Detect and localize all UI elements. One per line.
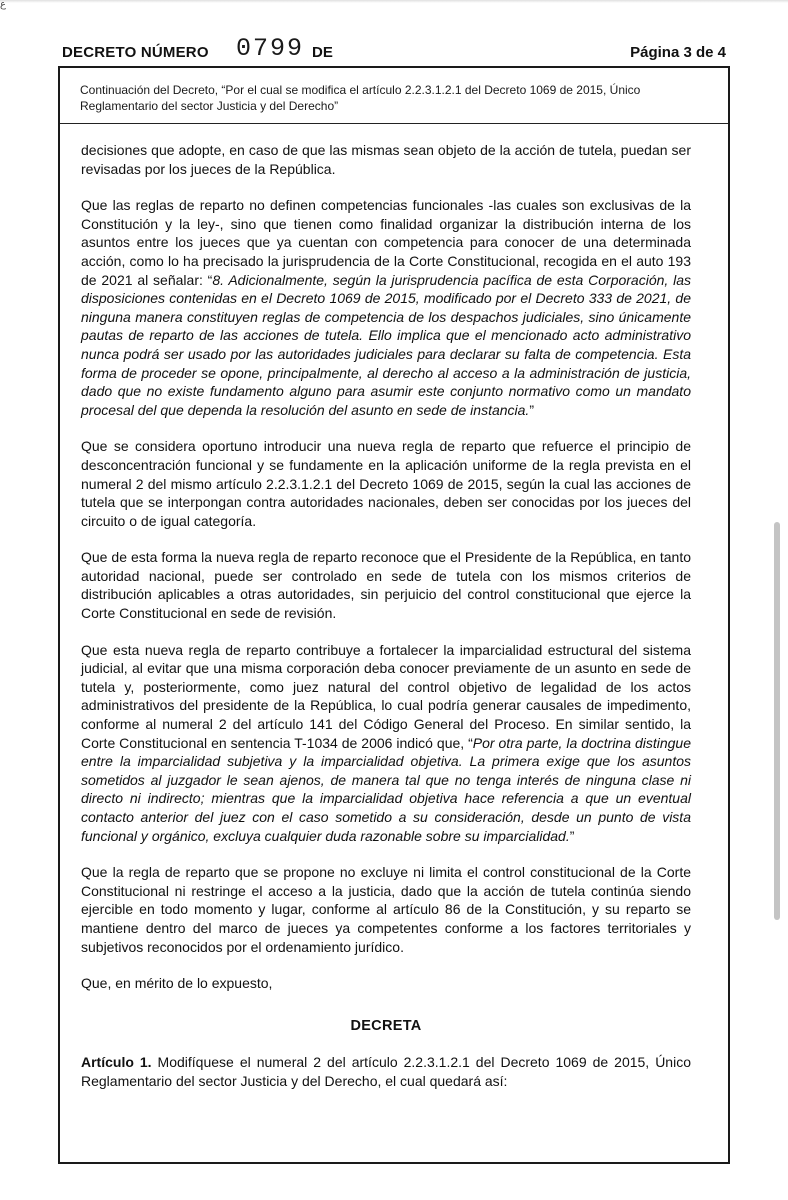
paragraph: Que se considera oportuno introducir una nueva regla de reparto que refuerce el principio de desconcentración funcional y se fundamente en la aplicación uniforme de la regla prevista en el numeral 2 del mismo artículo 2.2.3.1.2.1 del Decreto 1069 de 2015, según la cual las acciones de tutela que se interpongan contra autoridades nacionales, deben ser conocidas por los jueces del circuito o de igual categoría. <box>81 438 691 529</box>
document-header <box>58 34 730 64</box>
paragraph: Que, en mérito de lo expuesto, <box>81 975 273 992</box>
quote-close: ” <box>529 401 534 418</box>
paragraph: Que la regla de reparto que se propone no excluye ni limita el control constitucional de la Corte Constitucional ni restringe el acceso a la justicia, dado que la acción de tutela continúa siendo ejercible en todo momento y lugar, conforme al artículo 86 de la Constitución, y su reparto se mantiene dentro del marco de jueces ya competentes conforme a los factores territoriales y subjetivos reconocidos por el ordenamiento jurídico. <box>81 864 691 955</box>
de-label: DE <box>312 44 333 61</box>
scrollbar-thumb[interactable] <box>774 522 780 920</box>
article-text: Modifíquese el numeral 2 del artículo 2.2.3.1.2.1 del Decreto 1069 de 2015, Único Reglamentario del sector Justicia y del Derecho, el cual quedará así: <box>81 1054 691 1089</box>
quote-close: ” <box>569 827 575 844</box>
corner-mark: ع <box>0 0 6 10</box>
paragraph <box>81 641 691 846</box>
quoted-text: Por otra parte, la doctrina distingue entre la imparcialidad subjetiva y la imparcialidad objetiva. La primera exige que los asuntos sometidos al juzgador le sean ajenos, de manera tal que no tenga interés de ninguna clase ni directo ni indirecto; mientras que la imparcialidad objetiva hace referencia a que un eventual contacto anterior del juez con el caso sometido a su consideración, desde un punto de vista funcional y orgánico, excluya cualquier duda razonable sobre su imparcialidad. <box>81 734 691 844</box>
paragraph <box>81 196 691 419</box>
article-paragraph <box>81 1053 691 1090</box>
top-shadow <box>0 0 788 3</box>
paragraph-text: Que esta nueva regla de reparto contribuye a fortalecer la imparcialidad estructural del sistema judicial, al evitar que una misma corporación deba conocer previamente de un asunto en sede de tutela y, posteriormente, como juez natural del control objetivo de legalidad de los actos administrativos del presidente de la República, lo cual podría generar causales de impedimento, conforme al numeral 2 del artículo 141 del Código General del Proceso. En similar sentido, la Corte Constitucional en sentencia T-1034 de 2006 indicó que, “ <box>81 641 691 751</box>
document-body <box>81 141 691 1109</box>
quoted-text: 8. Adicionalmente, según la jurisprudencia pacífica de esta Corporación, las disposiciones contenidas en el Decreto 1069 de 2015, modificado por el Decreto 333 de 2021, de ninguna manera constituyen reglas de competencia de los despachos judiciales, sino únicamente pautas de reparto de las acciones de tutela. Ello implica que el mencionado acto administrativo nunca podrá ser usado por las autoridades judiciales para declarar su falta de competencia. Esta forma de proceder se opone, principalmente, al derecho al acceso a la administración de justicia, dado que no existe fundamento alguno para asumir este conjunto normativo como un mandato procesal del que dependa la resolución del asunto en sede de instancia. <box>81 271 692 418</box>
decreta-title: DECRETA <box>350 1017 422 1034</box>
paragraph: decisiones que adopte, en caso de que las mismas sean objeto de la acción de tutela, puedan ser revisadas por los jueces de la República. <box>81 142 691 177</box>
decree-number: 0799 <box>236 34 305 63</box>
decree-label: DECRETO NÚMERO <box>62 44 209 61</box>
continuation-header: Continuación del Decreto, “Por el cual se modifica el artículo 2.2.3.1.2.1 del Decreto 1069 de 2015, Único Reglamentario del sector Justicia y del Derecho” <box>80 83 641 113</box>
paragraph: Que de esta forma la nueva regla de reparto reconoce que el Presidente de la República, en tanto autoridad nacional, puede ser controlado en sede de tutela con los mismos criterios de distribución aplicables a otras autoridades, sin perjuicio del control constitucional que ejerce la Corte Constitucional en sede de revisión. <box>81 549 691 622</box>
page-number-label: Página 3 de 4 <box>630 44 726 61</box>
paragraph-text: Que las reglas de reparto no definen competencias funcionales -las cuales son exclusivas de la Constitución y la ley-, sino que tienen como finalidad organizar la distribución interna de los asuntos entre los jueces que ya cuentan con competencia para conocer de una determinada acción, como lo ha precisado la jurisprudencia de la Corte Constitucional, recogida en el auto 193 de 2021 al señalar: “ <box>81 197 691 288</box>
article-label: Artículo 1. <box>81 1054 152 1071</box>
header-separator <box>60 123 728 124</box>
